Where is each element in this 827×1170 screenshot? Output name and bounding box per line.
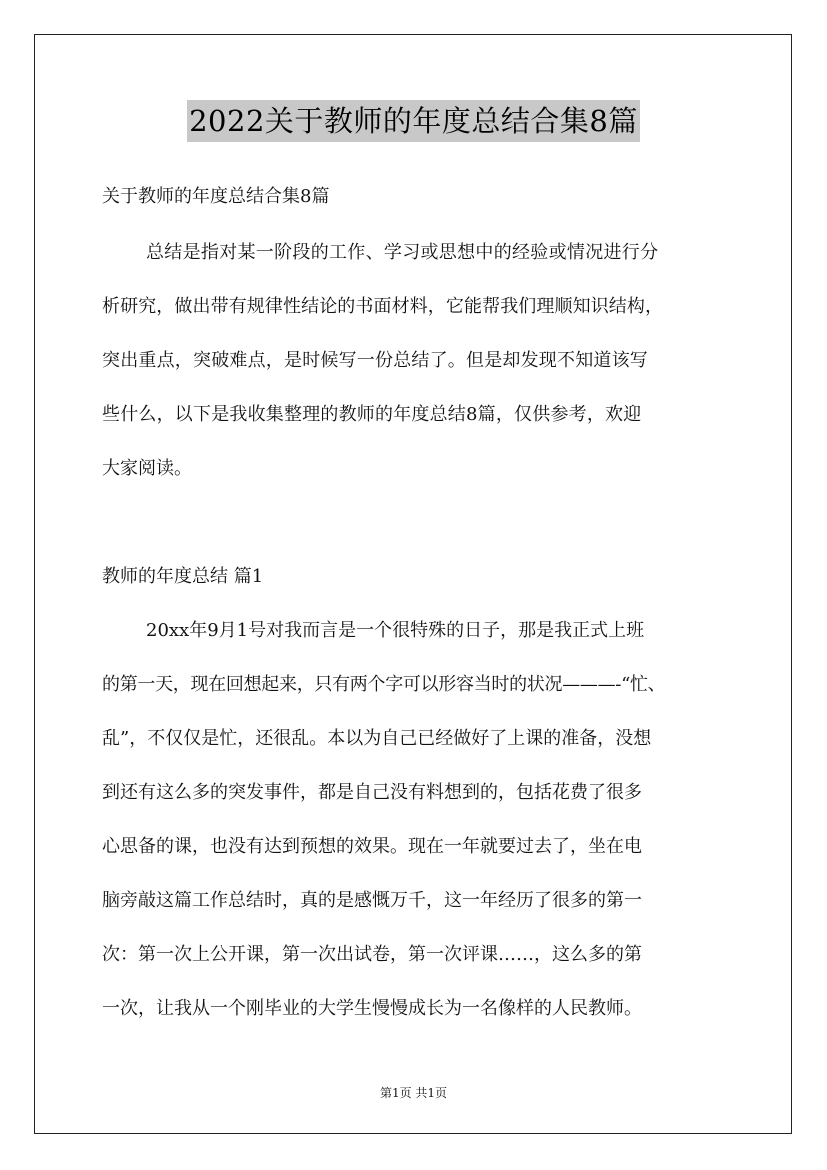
body-line: 到还有这么多的突发事件，都是自己没有料想到的，包括花费了很多 (102, 782, 642, 803)
body-line: 脑旁敲这篇工作总结时，真的是感慨万千，这一年经历了很多的第一 (102, 890, 642, 911)
document-subtitle: 关于教师的年度总结合集8篇 (102, 186, 330, 207)
section-heading: 教师的年度总结 篇1 (102, 566, 264, 587)
document-title: 2022关于教师的年度总结合集8篇 (187, 100, 640, 142)
body-line: 乱”，不仅仅是忙，还很乱。本以为自己已经做好了上课的准备，没想 (102, 728, 652, 749)
body-line: 的第一天，现在回想起来，只有两个字可以形容当时的状况———-“忙、 (102, 674, 666, 695)
body-line: 20xx年9月1号对我而言是一个很特殊的日子，那是我正式上班 (146, 620, 645, 641)
intro-line: 大家阅读。 (102, 458, 192, 479)
body-line: 心思备的课，也没有达到预想的效果。现在一年就要过去了，坐在电 (102, 836, 642, 857)
intro-line: 总结是指对某一阶段的工作、学习或思想中的经验或情况进行分 (146, 242, 659, 263)
body-line: 次：第一次上公开课，第一次出试卷，第一次评课……，这么多的第 (102, 944, 642, 965)
title-container (0, 100, 827, 142)
body-line: 一次，让我从一个刚毕业的大学生慢慢成长为一名像样的人民教师。 (102, 998, 642, 1019)
intro-line: 析研究，做出带有规律性结论的书面材料，它能帮我们理顺知识结构， (102, 296, 664, 317)
intro-line: 突出重点，突破难点，是时候写一份总结了。但是却发现不知道该写 (102, 350, 648, 371)
intro-line: 些什么，以下是我收集整理的教师的年度总结8篇，仅供参考，欢迎 (102, 404, 642, 425)
page-footer: 第1页 共1页 (379, 1086, 448, 1100)
